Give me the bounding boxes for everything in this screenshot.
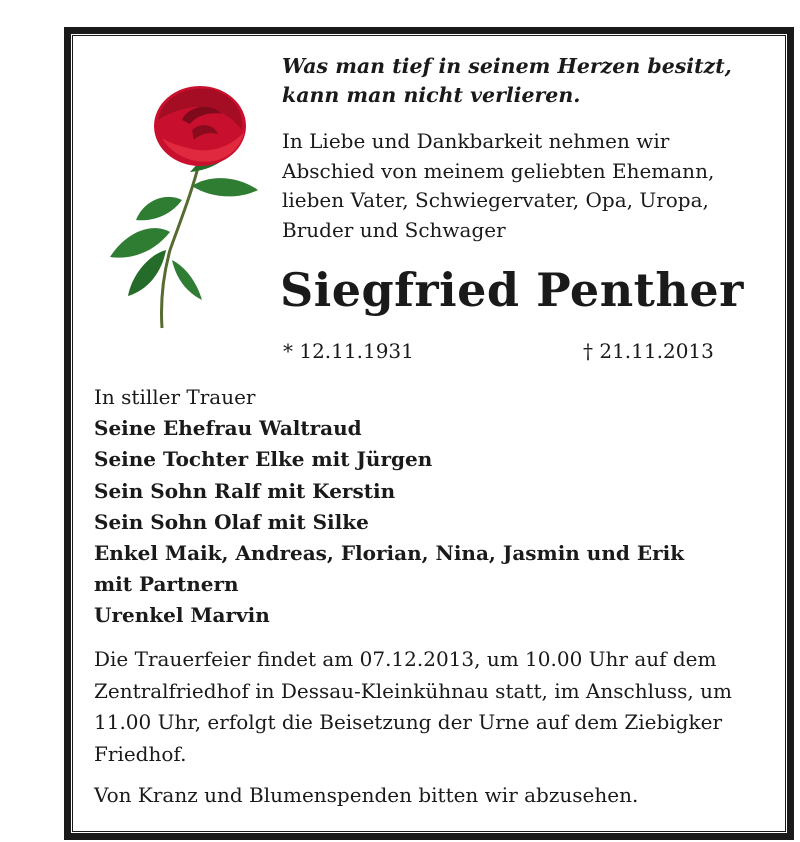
- funeral-line: Die Trauerfeier findet am 07.12.2013, um 10.00 Uhr auf dem: [94, 647, 717, 671]
- deceased-name: Siegfried Penther: [280, 263, 744, 317]
- rose-leaf: [128, 250, 166, 296]
- funeral-line: Friedhof.: [94, 741, 187, 766]
- mourner-line: Urenkel Marvin: [94, 603, 270, 628]
- mourner-line: Seine Tochter Elke mit Jürgen: [94, 447, 433, 472]
- intro-text: [282, 127, 762, 245]
- death-date: † 21.11.2013: [583, 339, 714, 363]
- motto-line: Was man tief in seinem Herzen besitzt,: [282, 54, 732, 78]
- funeral-line: 11.00 Uhr, erfolgt die Beisetzung der Urne auf dem Ziebigker: [94, 710, 722, 734]
- birth-date: * 12.11.1931: [283, 339, 414, 363]
- motto-line: kann man nicht verlieren.: [282, 83, 581, 107]
- intro-line: lieben Vater, Schwiegervater, Opa, Uropa,: [282, 188, 709, 213]
- intro-line: Abschied von meinem geliebten Ehemann,: [282, 158, 715, 183]
- funeral-line: Zentralfriedhof in Dessau-Kleinkühnau statt, im Anschluss, um: [94, 678, 732, 703]
- rose-leaf: [192, 178, 258, 196]
- red-rose-image: [92, 82, 264, 332]
- mourner-line: mit Partnern: [94, 572, 239, 597]
- funeral-details: [94, 644, 764, 770]
- mourner-line: Enkel Maik, Andreas, Florian, Nina, Jasmin und Erik: [94, 541, 685, 566]
- rose-leaf: [172, 260, 202, 300]
- intro-line: In Liebe und Dankbarkeit nehmen wir: [282, 129, 670, 153]
- mourner-line: Seine Ehefrau Waltraud: [94, 416, 362, 441]
- mourners-heading: In stiller Trauer: [94, 385, 256, 409]
- mourner-line: Sein Sohn Ralf mit Kerstin: [94, 478, 396, 503]
- rose-leaf: [136, 197, 182, 220]
- donation-note: Von Kranz und Blumenspenden bitten wir abzusehen.: [94, 783, 639, 807]
- motto-quote: [282, 52, 762, 110]
- intro-line: Bruder und Schwager: [282, 217, 506, 242]
- mourner-line: Sein Sohn Olaf mit Silke: [94, 509, 369, 534]
- mourners-list: [94, 382, 734, 632]
